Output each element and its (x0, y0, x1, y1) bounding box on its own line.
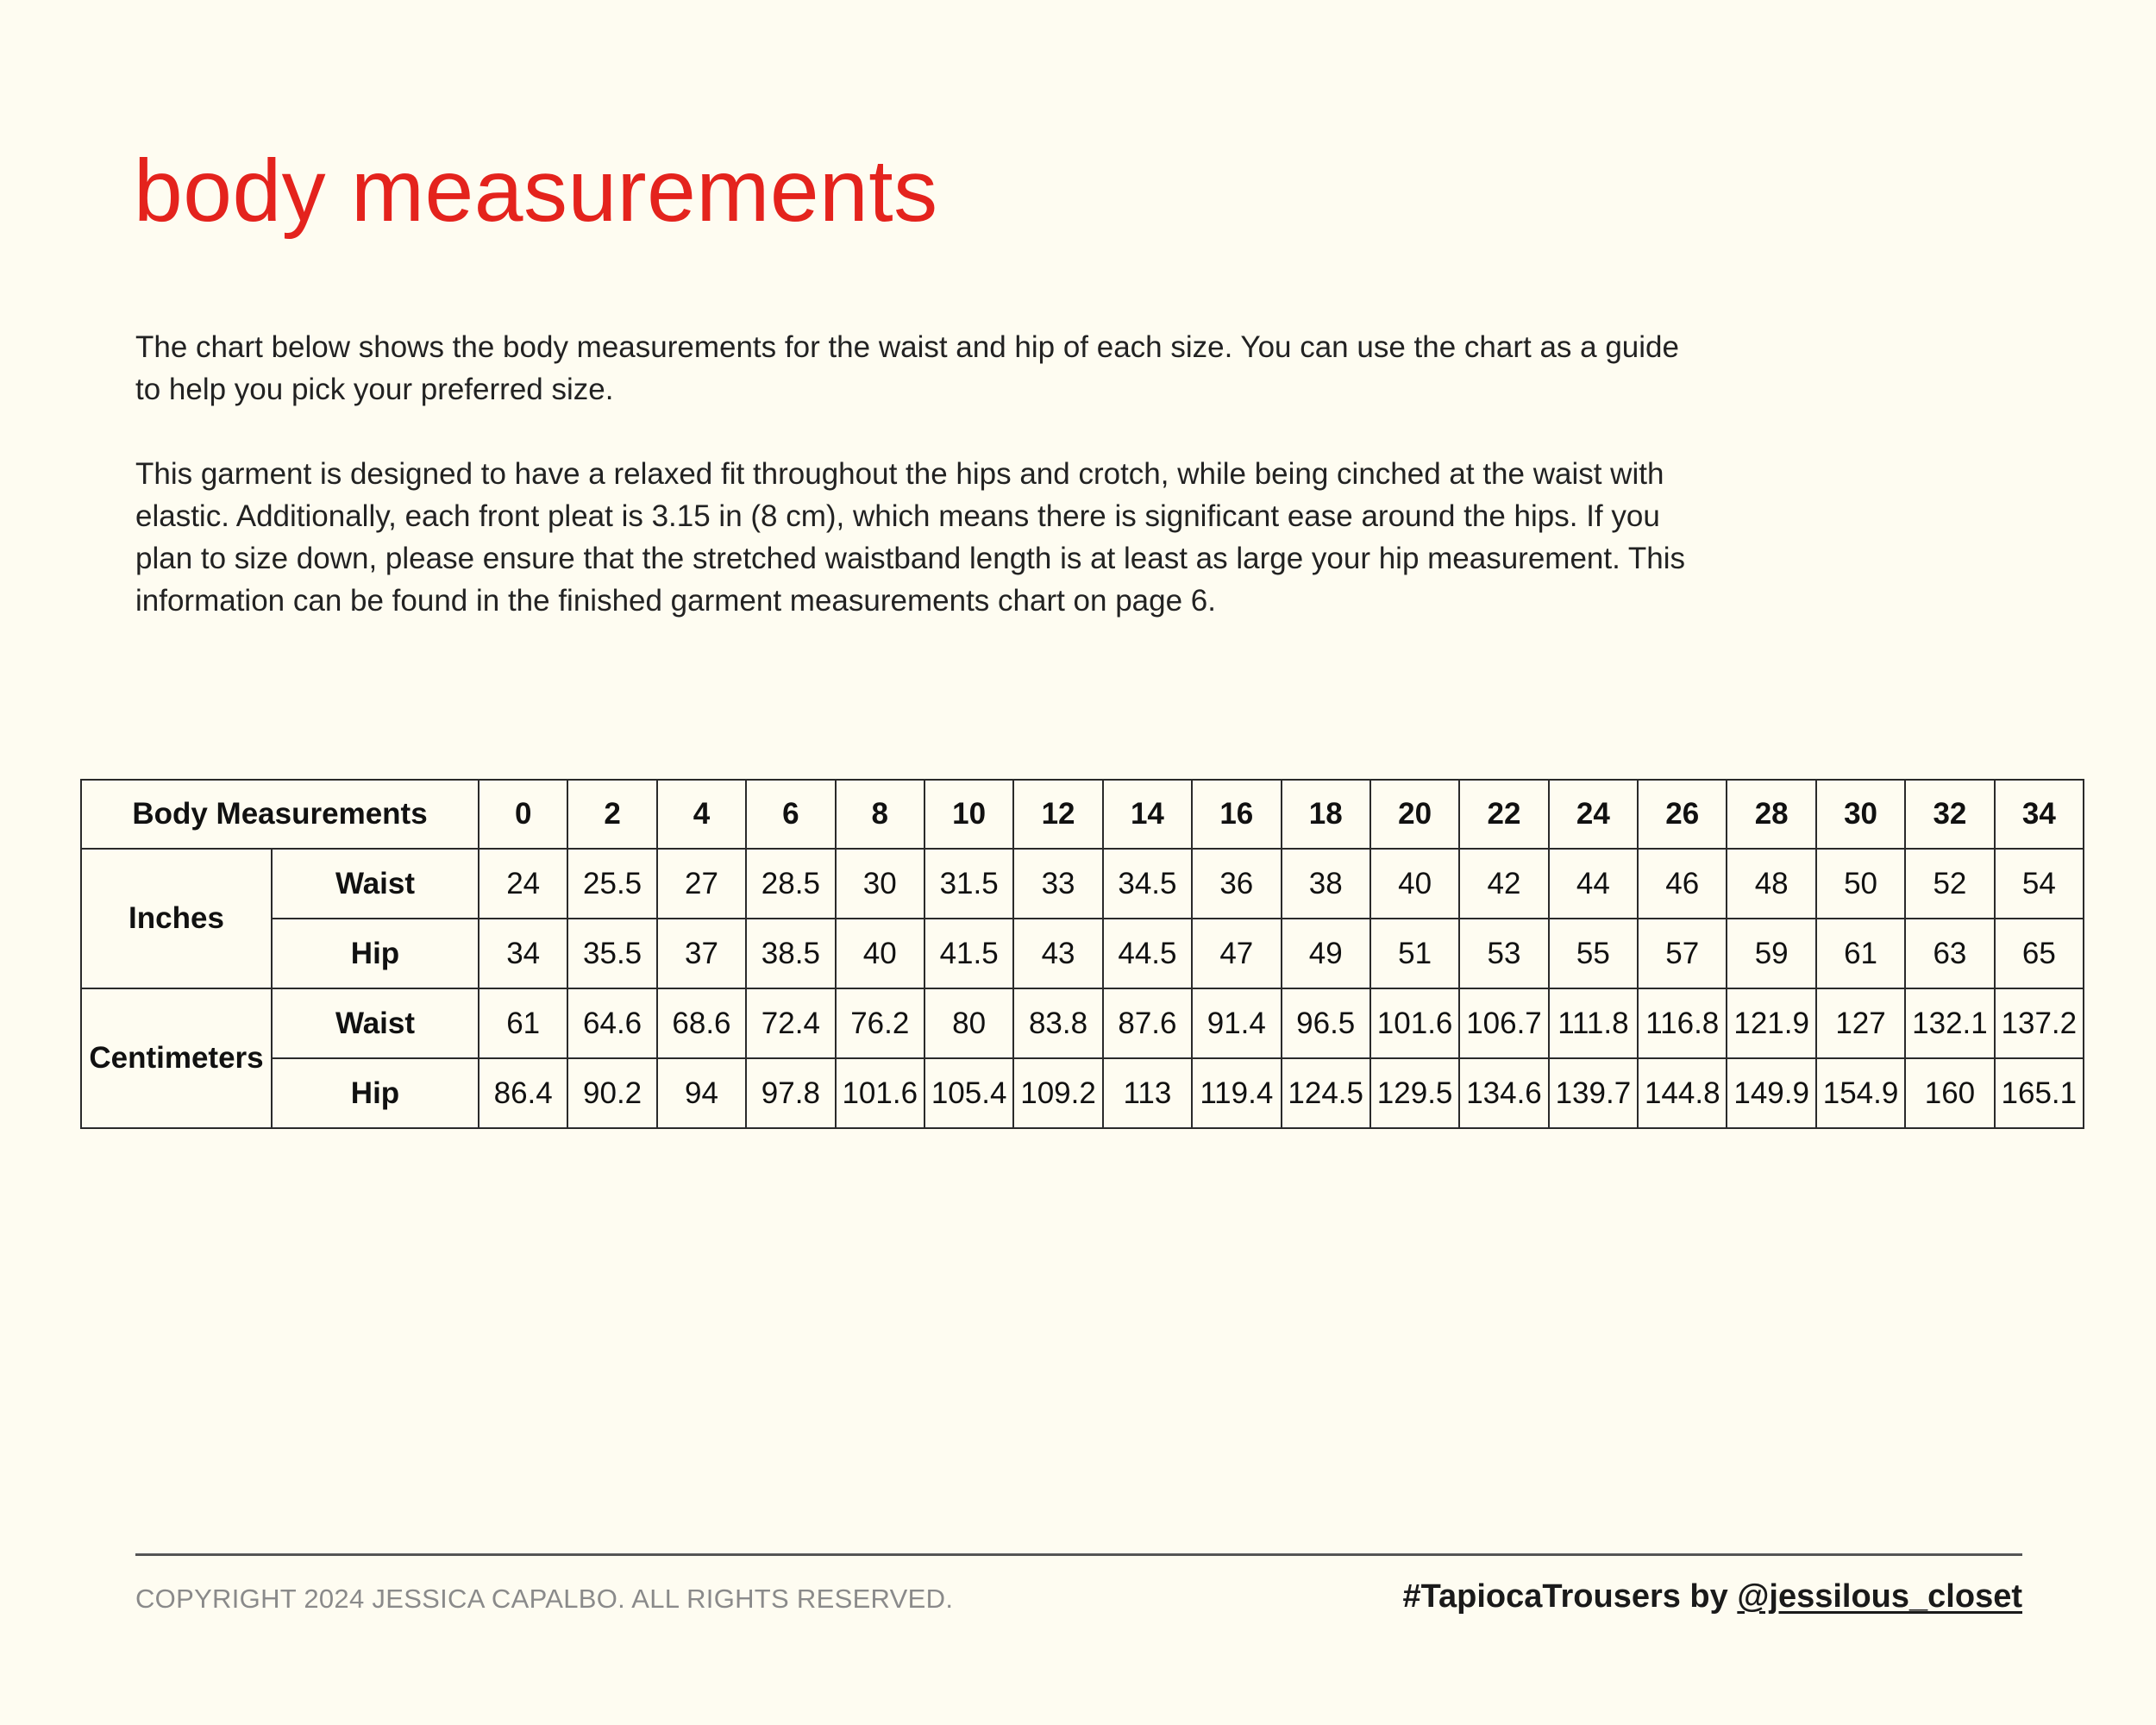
measurement-cell: 38.5 (746, 919, 835, 988)
size-header-6: 6 (746, 780, 835, 849)
measurement-cell: 53 (1459, 919, 1548, 988)
social-handle-link[interactable]: @jessilous_closet (1737, 1578, 2022, 1615)
measurement-cell: 121.9 (1727, 988, 1815, 1058)
measurement-cell: 61 (479, 988, 567, 1058)
measurement-cell: 61 (1816, 919, 1905, 988)
table-row (81, 1058, 2084, 1128)
measurement-cell: 41.5 (924, 919, 1013, 988)
size-header-34: 34 (1995, 780, 2084, 849)
measurement-cell: 64.6 (567, 988, 656, 1058)
measurement-cell: 91.4 (1192, 988, 1281, 1058)
size-header-14: 14 (1103, 780, 1192, 849)
measurement-cell: 137.2 (1995, 988, 2084, 1058)
measurement-cell: 27 (657, 849, 746, 919)
intro-paragraph-1: The chart below shows the body measurements for the waist and hip of each size. You can use the chart as a guide to help you pick your preferred size. (135, 330, 1679, 406)
measurement-cell: 48 (1727, 849, 1815, 919)
measurement-cell: 106.7 (1459, 988, 1548, 1058)
measurement-cell: 44 (1549, 849, 1638, 919)
measurement-cell: 109.2 (1013, 1058, 1102, 1128)
measurement-cell: 59 (1727, 919, 1815, 988)
measurement-cell: 55 (1549, 919, 1638, 988)
size-header-10: 10 (924, 780, 1013, 849)
measurement-label: Waist (272, 988, 479, 1058)
measurement-cell: 25.5 (567, 849, 656, 919)
measurement-cell: 76.2 (836, 988, 924, 1058)
measurement-cell: 44.5 (1103, 919, 1192, 988)
size-header-30: 30 (1816, 780, 1905, 849)
measurement-cell: 165.1 (1995, 1058, 2084, 1128)
body-measurements-table (80, 779, 2084, 1129)
measurement-cell: 65 (1995, 919, 2084, 988)
measurement-label: Hip (272, 1058, 479, 1128)
copyright-text: COPYRIGHT 2024 JESSICA CAPALBO. ALL RIGHTS RESERVED. (135, 1584, 954, 1614)
measurement-cell: 124.5 (1282, 1058, 1370, 1128)
measurement-cell: 101.6 (836, 1058, 924, 1128)
size-header-20: 20 (1370, 780, 1459, 849)
measurement-cell: 57 (1638, 919, 1727, 988)
footer-signature (1402, 1578, 2022, 1615)
measurement-cell: 149.9 (1727, 1058, 1815, 1128)
measurement-cell: 96.5 (1282, 988, 1370, 1058)
measurement-cell: 105.4 (924, 1058, 1013, 1128)
size-header-12: 12 (1013, 780, 1102, 849)
table-header-label: Body Measurements (81, 780, 479, 849)
measurement-cell: 35.5 (567, 919, 656, 988)
size-header-16: 16 (1192, 780, 1281, 849)
measurement-cell: 113 (1103, 1058, 1192, 1128)
table-row (81, 919, 2084, 988)
size-header-4: 4 (657, 780, 746, 849)
measurement-cell: 72.4 (746, 988, 835, 1058)
measurement-cell: 38 (1282, 849, 1370, 919)
measurement-cell: 68.6 (657, 988, 746, 1058)
measurement-cell: 129.5 (1370, 1058, 1459, 1128)
size-header-22: 22 (1459, 780, 1548, 849)
measurement-cell: 54 (1995, 849, 2084, 919)
table-header-row (81, 780, 2084, 849)
measurement-cell: 49 (1282, 919, 1370, 988)
size-header-18: 18 (1282, 780, 1370, 849)
size-header-8: 8 (836, 780, 924, 849)
measurement-label: Waist (272, 849, 479, 919)
measurement-cell: 132.1 (1905, 988, 1994, 1058)
table-body (81, 849, 2084, 1128)
measurement-cell: 134.6 (1459, 1058, 1548, 1128)
measurement-cell: 34 (479, 919, 567, 988)
measurement-cell: 36 (1192, 849, 1281, 919)
measurement-cell: 80 (924, 988, 1013, 1058)
measurement-cell: 63 (1905, 919, 1994, 988)
size-header-28: 28 (1727, 780, 1815, 849)
measurement-cell: 90.2 (567, 1058, 656, 1128)
measurement-cell: 40 (836, 919, 924, 988)
table-row (81, 849, 2084, 919)
unit-group-label: Inches (81, 849, 272, 988)
measurement-cell: 34.5 (1103, 849, 1192, 919)
measurement-cell: 37 (657, 919, 746, 988)
page-title: body measurements (134, 141, 938, 240)
size-header-24: 24 (1549, 780, 1638, 849)
measurement-cell: 43 (1013, 919, 1102, 988)
measurement-cell: 51 (1370, 919, 1459, 988)
measurement-cell: 83.8 (1013, 988, 1102, 1058)
size-header-32: 32 (1905, 780, 1994, 849)
measurement-cell: 86.4 (479, 1058, 567, 1128)
measurement-cell: 154.9 (1816, 1058, 1905, 1128)
intro-paragraph-2: This garment is designed to have a relaxed fit throughout the hips and crotch, while being cinched at the waist with elastic. Additionally, each front pleat is 3.15 in (8 cm), which means there is significant ease around the hips. If you plan to size down, please ensure that the stretched waistband length is at least as large your hip measurement. This information can be found in the finished garment measurements chart on page 6. (135, 457, 1686, 618)
measurement-cell: 94 (657, 1058, 746, 1128)
measurement-cell: 46 (1638, 849, 1727, 919)
size-header-0: 0 (479, 780, 567, 849)
measurement-cell: 52 (1905, 849, 1994, 919)
footer-divider (135, 1553, 2022, 1556)
table-row (81, 988, 2084, 1058)
hashtag-text: #TapiocaTrousers by (1402, 1578, 1738, 1615)
size-header-26: 26 (1638, 780, 1727, 849)
measurement-cell: 119.4 (1192, 1058, 1281, 1128)
measurement-cell: 160 (1905, 1058, 1994, 1128)
measurement-cell: 33 (1013, 849, 1102, 919)
measurement-cell: 42 (1459, 849, 1548, 919)
measurement-cell: 40 (1370, 849, 1459, 919)
measurement-cell: 50 (1816, 849, 1905, 919)
size-header-2: 2 (567, 780, 656, 849)
measurement-cell: 30 (836, 849, 924, 919)
measurement-label: Hip (272, 919, 479, 988)
measurement-cell: 139.7 (1549, 1058, 1638, 1128)
measurement-cell: 47 (1192, 919, 1281, 988)
measurement-cell: 101.6 (1370, 988, 1459, 1058)
measurement-cell: 87.6 (1103, 988, 1192, 1058)
measurement-cell: 24 (479, 849, 567, 919)
unit-group-label: Centimeters (81, 988, 272, 1128)
measurement-cell: 116.8 (1638, 988, 1727, 1058)
measurement-cell: 28.5 (746, 849, 835, 919)
measurement-cell: 111.8 (1549, 988, 1638, 1058)
measurement-cell: 144.8 (1638, 1058, 1727, 1128)
measurement-cell: 31.5 (924, 849, 1013, 919)
measurement-cell: 97.8 (746, 1058, 835, 1128)
measurement-cell: 127 (1816, 988, 1905, 1058)
